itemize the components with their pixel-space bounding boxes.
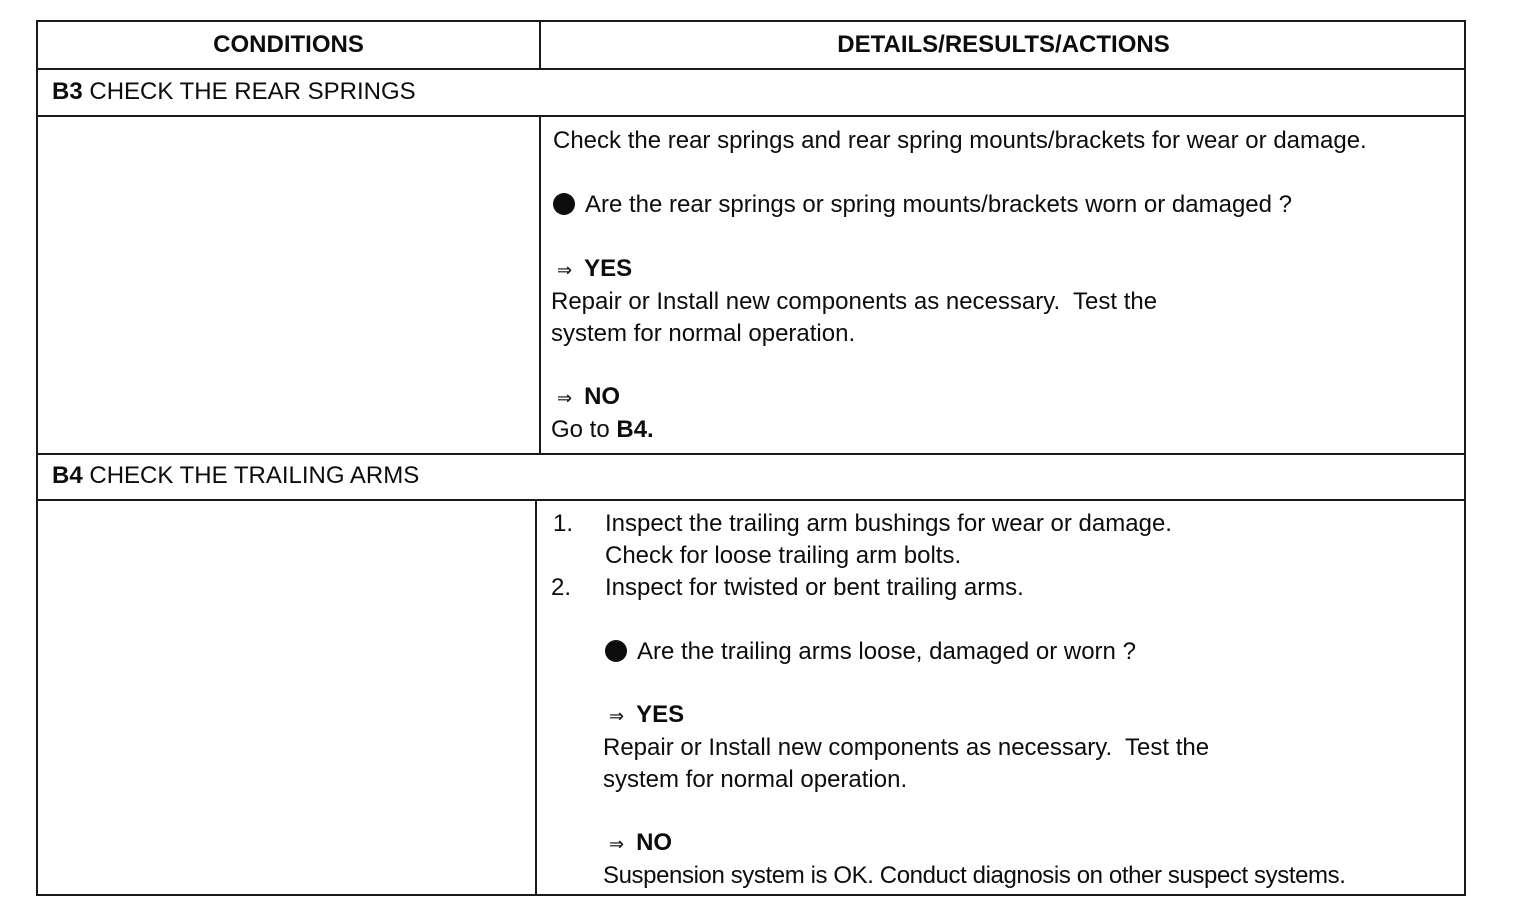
b3-no-label: NO xyxy=(584,383,621,410)
b4-yes-line2: system for normal operation. xyxy=(603,766,908,793)
column-divider-b4 xyxy=(535,499,537,896)
b3-question xyxy=(553,189,1292,221)
b3-question-text: Are the rear springs or spring mounts/brackets worn or damaged ? xyxy=(585,191,1293,218)
b4-question-text: Are the trailing arms loose, damaged or worn ? xyxy=(637,638,1136,665)
arrow-icon: ⇒ xyxy=(557,388,573,408)
diagnosis-table xyxy=(36,20,1466,896)
b4-code: B4 xyxy=(52,462,83,489)
b3-yes-line2: system for normal operation. xyxy=(551,320,856,347)
b4-no xyxy=(605,827,672,860)
b4-step2-line1: Inspect for twisted or bent trailing arms. xyxy=(605,574,1024,601)
arrow-icon: ⇒ xyxy=(609,706,625,726)
b4-step1-number: 1. xyxy=(553,510,574,537)
b4-no-label: NO xyxy=(636,829,673,856)
b3-yes-line1: Repair or Install new components as necessary. Test the xyxy=(551,288,1158,315)
b3-no-target: B4. xyxy=(616,416,654,443)
b4-yes-line1: Repair or Install new components as necessary. Test the xyxy=(603,734,1210,761)
b4-section-title xyxy=(52,460,419,492)
arrow-icon: ⇒ xyxy=(557,260,573,280)
bullet-icon xyxy=(553,193,575,215)
b4-step2-number: 2. xyxy=(551,574,572,601)
b3-section-title xyxy=(52,76,416,108)
bullet-icon xyxy=(605,640,627,662)
b3-instruction: Check the rear springs and rear spring mounts/brackets for wear or damage. xyxy=(553,127,1367,154)
header-divider xyxy=(38,68,1464,70)
b3-no-action xyxy=(551,414,654,446)
b4-yes-label: YES xyxy=(636,701,685,728)
b3-code: B3 xyxy=(52,78,83,105)
b3-title: CHECK THE REAR SPRINGS xyxy=(89,78,416,105)
b4-yes xyxy=(605,699,684,732)
b3-title-divider xyxy=(38,115,1464,117)
column-divider-b3 xyxy=(539,115,541,453)
b4-no-text: Suspension system is OK. Conduct diagnosis on other suspect systems. xyxy=(603,862,1346,889)
b4-question xyxy=(605,636,1136,668)
b3-bottom-divider xyxy=(38,453,1464,455)
b3-no xyxy=(553,381,620,414)
b3-no-text: Go to xyxy=(551,416,610,443)
b4-title: CHECK THE TRAILING ARMS xyxy=(89,462,420,489)
b4-title-divider xyxy=(38,499,1464,501)
b4-step1-line1: Inspect the trailing arm bushings for wear or damage. xyxy=(605,510,1172,537)
arrow-icon: ⇒ xyxy=(609,834,625,854)
b3-yes xyxy=(553,253,632,286)
details-header: DETAILS/RESULTS/ACTIONS xyxy=(837,31,1170,58)
b3-yes-label: YES xyxy=(584,255,633,282)
conditions-header: CONDITIONS xyxy=(213,31,364,58)
b4-step1-line2: Check for loose trailing arm bolts. xyxy=(605,542,962,569)
